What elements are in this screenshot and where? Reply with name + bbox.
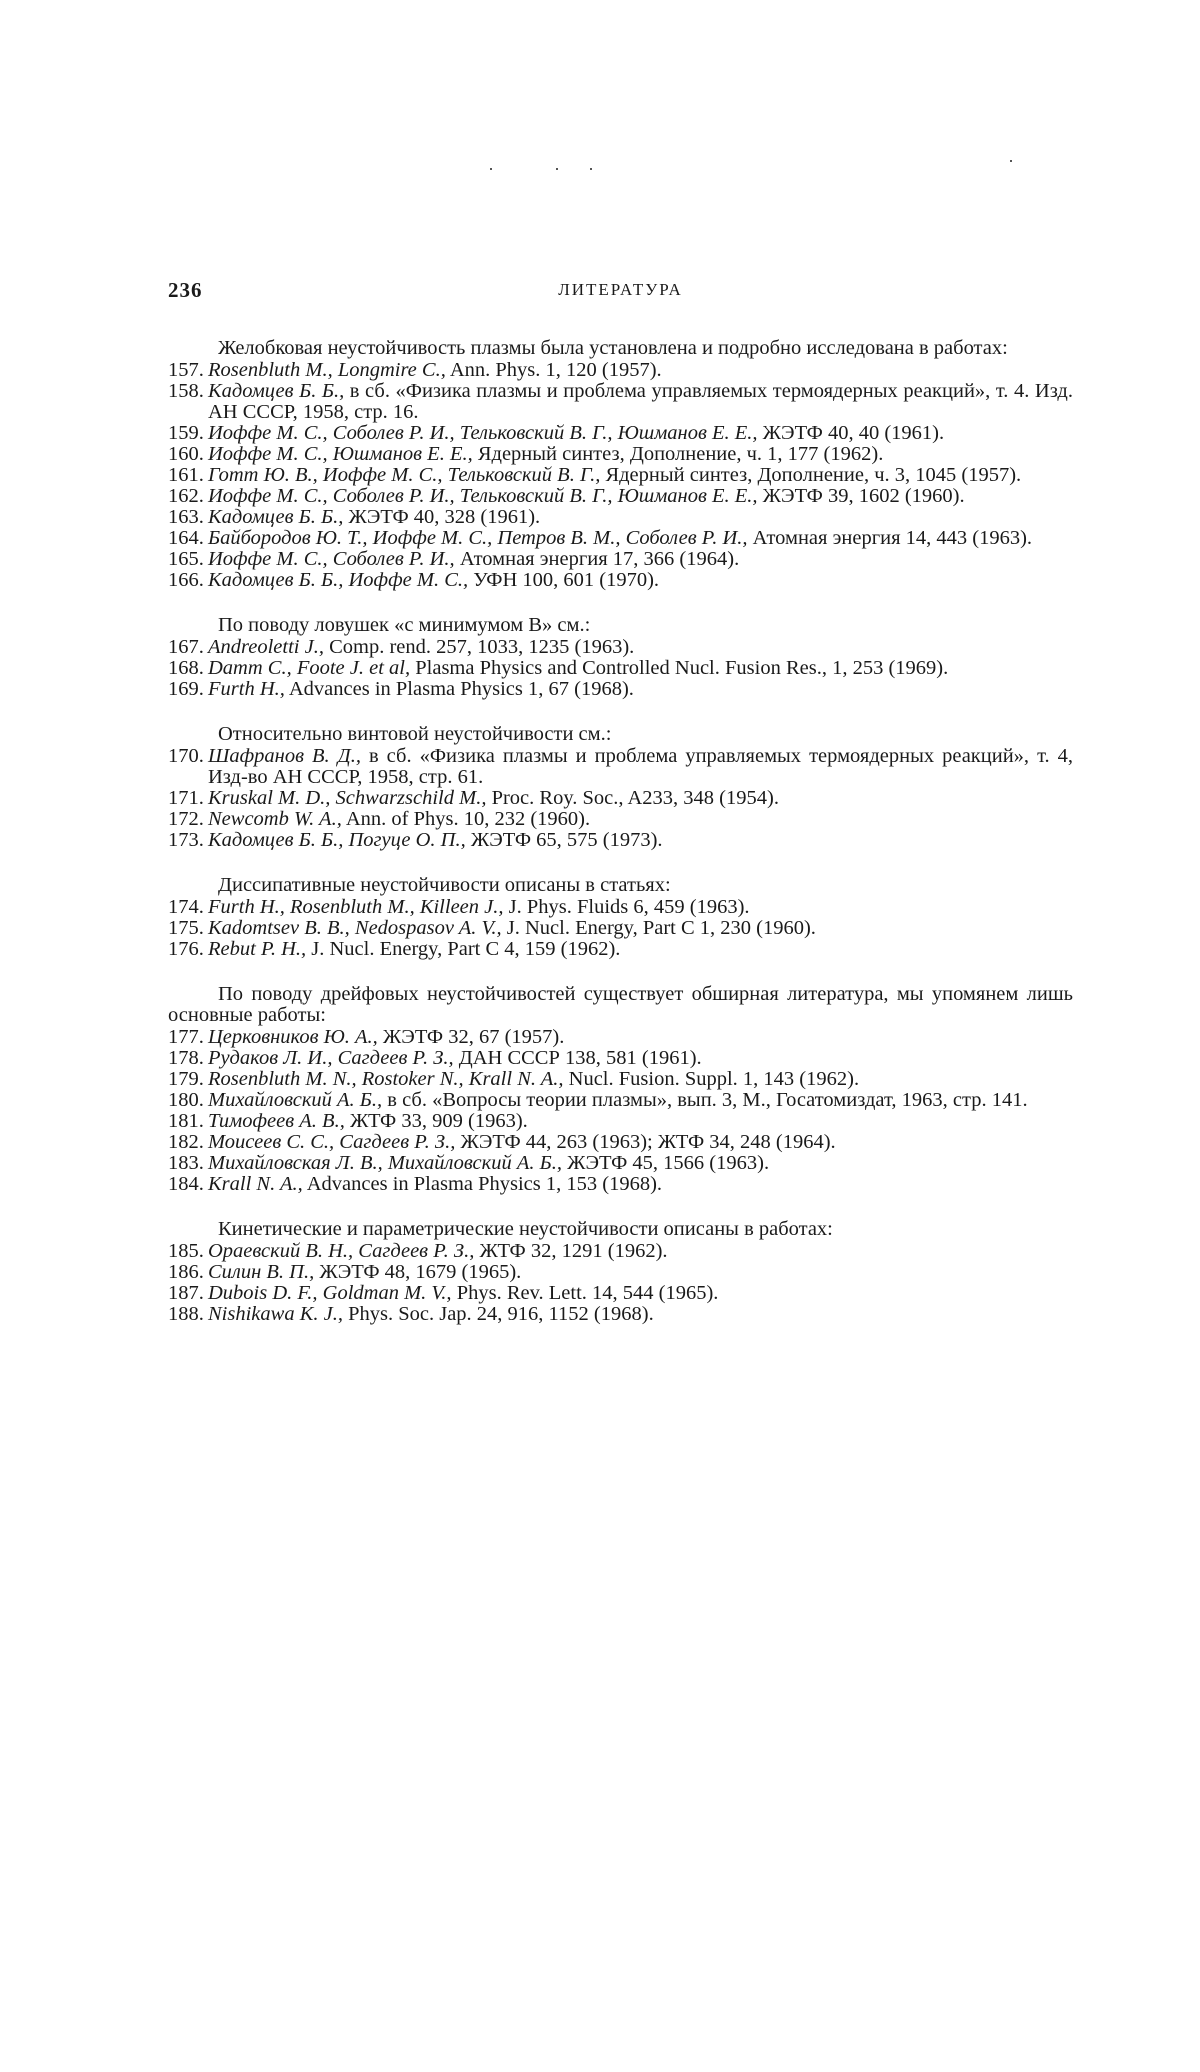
- reference-citation: Advances in Plasma Physics 1, 67 (1968).: [284, 678, 634, 700]
- section-intro: Относительно винтовой неустойчивости см.:: [218, 723, 612, 745]
- reference-authors: Rosenbluth M. N., Rostoker N., Krall N. A.,: [208, 1068, 564, 1090]
- reference-number: 169.: [168, 678, 204, 700]
- reference-citation: Ann. of Phys. 10, 232 (1960).: [341, 808, 591, 830]
- reference-authors: Dubois D. F., Goldman M. V.,: [208, 1282, 452, 1304]
- reference-number: 180.: [168, 1089, 204, 1111]
- reference-entry: [168, 830, 1073, 851]
- reference-citation: J. Nucl. Energy, Part C 4, 159 (1962).: [306, 938, 621, 960]
- reference-number: 175.: [168, 917, 204, 939]
- reference-entry: [168, 679, 1073, 700]
- reference-number: 172.: [168, 808, 204, 830]
- reference-authors: Михайловская Л. В., Михайловский А. Б.,: [208, 1152, 562, 1174]
- reference-authors: Ораевский В. Н., Сагдеев Р. З.,: [208, 1240, 475, 1262]
- reference-number: 159.: [168, 422, 204, 444]
- reference-entry: [168, 1283, 1073, 1304]
- reference-authors: Kadomtsev B. B., Nedospasov A. V.,: [208, 917, 502, 939]
- reference-entry: [168, 465, 1073, 486]
- reference-number: 167.: [168, 636, 204, 658]
- reference-citation: в сб. «Физика плазмы и проблема управляемых термоядерных реакций», т. 4. Изд. АН СССР, 1958, стр. 16.: [208, 380, 1073, 423]
- reference-authors: Иоффе М. С., Соболев Р. И.,: [208, 548, 455, 570]
- reference-entry: [168, 1241, 1073, 1262]
- reference-entry: [168, 1174, 1073, 1195]
- reference-entry: [168, 1048, 1073, 1069]
- reference-authors: Церковников Ю. А.,: [208, 1026, 378, 1048]
- reference-number: 170.: [168, 745, 204, 767]
- reference-number: 184.: [168, 1173, 204, 1195]
- reference-entry: [168, 1132, 1073, 1153]
- reference-citation: J. Nucl. Energy, Part C 1, 230 (1960).: [501, 917, 816, 939]
- reference-authors: Newcomb W. A.,: [208, 808, 342, 830]
- reference-authors: Байбородов Ю. Т., Иоффе М. С., Петров В. М., Соболев Р. И.,: [208, 527, 748, 549]
- reference-number: 177.: [168, 1026, 204, 1048]
- reference-citation: J. Phys. Fluids 6, 459 (1963).: [503, 896, 750, 918]
- scan-speck: [556, 168, 558, 170]
- reference-authors: Кадомцев Б. Б., Иоффе М. С.,: [208, 569, 469, 591]
- running-title: ЛИТЕРАТУРА: [558, 280, 683, 299]
- reference-entry: [168, 809, 1073, 830]
- reference-citation: ЖЭТФ 40, 40 (1961).: [757, 422, 945, 444]
- reference-authors: Кадомцев Б. Б.,: [208, 380, 345, 402]
- reference-authors: Furth H.,: [208, 678, 285, 700]
- bibliography-section: [168, 1219, 1073, 1325]
- section-intro: Кинетические и параметрические неустойчивости описаны в работах:: [218, 1218, 833, 1240]
- reference-citation: ДАН СССР 138, 581 (1961).: [453, 1047, 702, 1069]
- reference-entry: [168, 381, 1073, 423]
- reference-number: 185.: [168, 1240, 204, 1262]
- reference-citation: Comp. rend. 257, 1033, 1235 (1963).: [323, 636, 635, 658]
- reference-entry: [168, 939, 1073, 960]
- reference-authors: Damm C., Foote J. et al,: [208, 657, 411, 679]
- reference-entry: [168, 746, 1073, 788]
- bibliography-section: [168, 724, 1073, 851]
- reference-citation: в сб. «Вопросы теории плазмы», вып. 3, М., Госатомиздат, 1963, стр. 141.: [382, 1089, 1028, 1111]
- reference-number: 174.: [168, 896, 204, 918]
- reference-citation: Plasma Physics and Controlled Nucl. Fusion Res., 1, 253 (1969).: [410, 657, 949, 679]
- reference-number: 162.: [168, 485, 204, 507]
- reference-citation: ЖЭТФ 44, 263 (1963); ЖТФ 34, 248 (1964).: [455, 1131, 836, 1153]
- reference-number: 160.: [168, 443, 204, 465]
- scan-speck: [1010, 160, 1012, 162]
- reference-number: 188.: [168, 1303, 204, 1325]
- reference-number: 187.: [168, 1282, 204, 1304]
- reference-number: 173.: [168, 829, 204, 851]
- reference-number: 179.: [168, 1068, 204, 1090]
- reference-authors: Rebut P. H.,: [208, 938, 307, 960]
- reference-entry: [168, 897, 1073, 918]
- reference-citation: Nucl. Fusion. Suppl. 1, 143 (1962).: [563, 1068, 860, 1090]
- reference-citation: Proc. Roy. Soc., A233, 348 (1954).: [486, 787, 779, 809]
- reference-entry: [168, 486, 1073, 507]
- reference-number: 164.: [168, 527, 204, 549]
- bibliography-section: [168, 984, 1073, 1195]
- reference-entry: [168, 918, 1073, 939]
- reference-entry: [168, 528, 1073, 549]
- reference-authors: Krall N. A.,: [208, 1173, 303, 1195]
- reference-number: 178.: [168, 1047, 204, 1069]
- reference-authors: Кадомцев Б. Б., Погуце О. П.,: [208, 829, 466, 851]
- reference-citation: Phys. Rev. Lett. 14, 544 (1965).: [451, 1282, 719, 1304]
- reference-entry: [168, 507, 1073, 528]
- reference-citation: Ядерный синтез, Дополнение, ч. 1, 177 (1962).: [472, 443, 884, 465]
- reference-citation: ЖЭТФ 39, 1602 (1960).: [757, 485, 965, 507]
- reference-number: 166.: [168, 569, 204, 591]
- reference-authors: Рудаков Л. И., Сагдеев Р. З.,: [208, 1047, 454, 1069]
- reference-citation: ЖЭТФ 65, 575 (1973).: [465, 829, 663, 851]
- reference-citation: Атомная энергия 14, 443 (1963).: [747, 527, 1033, 549]
- reference-authors: Моисеев С. С., Сагдеев Р. З.,: [208, 1131, 456, 1153]
- reference-entry: [168, 1153, 1073, 1174]
- reference-authors: Rosenbluth M., Longmire C.,: [208, 359, 446, 381]
- reference-number: 161.: [168, 464, 204, 486]
- reference-number: 183.: [168, 1152, 204, 1174]
- reference-citation: ЖТФ 32, 1291 (1962).: [474, 1240, 668, 1262]
- reference-citation: Ядерный синтез, Дополнение, ч. 3, 1045 (1957).: [600, 464, 1022, 486]
- reference-citation: Phys. Soc. Jap. 24, 916, 1152 (1968).: [342, 1303, 654, 1325]
- reference-citation: Ann. Phys. 1, 120 (1957).: [445, 359, 662, 381]
- reference-citation: в сб. «Физика плазмы и проблема управляемых термоядерных реакций», т. 4, Изд-во АН СССР, 1958, стр. 61.: [208, 745, 1073, 788]
- reference-authors: Шафранов В. Д.,: [208, 745, 361, 767]
- bibliography-section: [168, 338, 1073, 591]
- reference-number: 157.: [168, 359, 204, 381]
- scan-speck: [590, 168, 592, 170]
- reference-entry: [168, 1111, 1073, 1132]
- reference-citation: Advances in Plasma Physics 1, 153 (1968).: [302, 1173, 663, 1195]
- reference-citation: ЖЭТФ 32, 67 (1957).: [377, 1026, 565, 1048]
- reference-entry: [168, 658, 1073, 679]
- bibliography-section: [168, 615, 1073, 700]
- reference-entry: [168, 444, 1073, 465]
- section-intro: Желобковая неустойчивость плазмы была установлена и подробно исследована в работах:: [218, 337, 1008, 359]
- reference-authors: Andreoletti J.,: [208, 636, 324, 658]
- section-intro: По поводу ловушек «с минимумом B» см.:: [218, 614, 591, 636]
- reference-authors: Nishikawa K. J.,: [208, 1303, 343, 1325]
- reference-number: 158.: [168, 380, 204, 402]
- reference-entry: [168, 360, 1073, 381]
- section-intro: По поводу дрейфовых неустойчивостей существует обширная литература, мы упомянем лишь основные работы:: [168, 983, 1073, 1026]
- reference-entry: [168, 1262, 1073, 1283]
- reference-number: 171.: [168, 787, 204, 809]
- reference-authors: Готт Ю. В., Иоффе М. С., Тельковский В. Г.,: [208, 464, 601, 486]
- bibliography: [168, 338, 1073, 1349]
- reference-number: 186.: [168, 1261, 204, 1283]
- scan-speck: [490, 168, 492, 170]
- reference-authors: Иоффе М. С., Соболев Р. И., Тельковский В. Г., Юшманов Е. Е.,: [208, 485, 758, 507]
- reference-entry: [168, 423, 1073, 444]
- reference-authors: Кадомцев Б. Б.,: [208, 506, 344, 528]
- reference-number: 182.: [168, 1131, 204, 1153]
- reference-authors: Силин В. П.,: [208, 1261, 315, 1283]
- reference-authors: Михайловский А. Б.,: [208, 1089, 383, 1111]
- reference-entry: [168, 637, 1073, 658]
- reference-citation: УФН 100, 601 (1970).: [468, 569, 660, 591]
- reference-entry: [168, 1304, 1073, 1325]
- reference-entry: [168, 788, 1073, 809]
- reference-authors: Тимофеев А. В.,: [208, 1110, 345, 1132]
- reference-authors: Furth H., Rosenbluth M., Killeen J.,: [208, 896, 504, 918]
- reference-citation: ЖТФ 33, 909 (1963).: [344, 1110, 528, 1132]
- reference-number: 176.: [168, 938, 204, 960]
- reference-authors: Kruskal M. D., Schwarzschild M.,: [208, 787, 487, 809]
- reference-entry: [168, 570, 1073, 591]
- reference-citation: Атомная энергия 17, 366 (1964).: [454, 548, 740, 570]
- reference-entry: [168, 1027, 1073, 1048]
- reference-citation: ЖЭТФ 48, 1679 (1965).: [314, 1261, 522, 1283]
- reference-citation: ЖЭТФ 40, 328 (1961).: [343, 506, 541, 528]
- reference-authors: Иоффе М. С., Соболев Р. И., Тельковский В. Г., Юшманов Е. Е.,: [208, 422, 758, 444]
- reference-number: 181.: [168, 1110, 204, 1132]
- reference-authors: Иоффе М. С., Юшманов Е. Е.,: [208, 443, 473, 465]
- reference-entry: [168, 1069, 1073, 1090]
- bibliography-section: [168, 875, 1073, 960]
- reference-number: 168.: [168, 657, 204, 679]
- reference-number: 163.: [168, 506, 204, 528]
- page-header: [168, 278, 1073, 308]
- reference-entry: [168, 1090, 1073, 1111]
- reference-entry: [168, 549, 1073, 570]
- page-number: 236: [168, 278, 203, 302]
- reference-citation: ЖЭТФ 45, 1566 (1963).: [562, 1152, 770, 1174]
- reference-number: 165.: [168, 548, 204, 570]
- section-intro: Диссипативные неустойчивости описаны в статьях:: [218, 874, 671, 896]
